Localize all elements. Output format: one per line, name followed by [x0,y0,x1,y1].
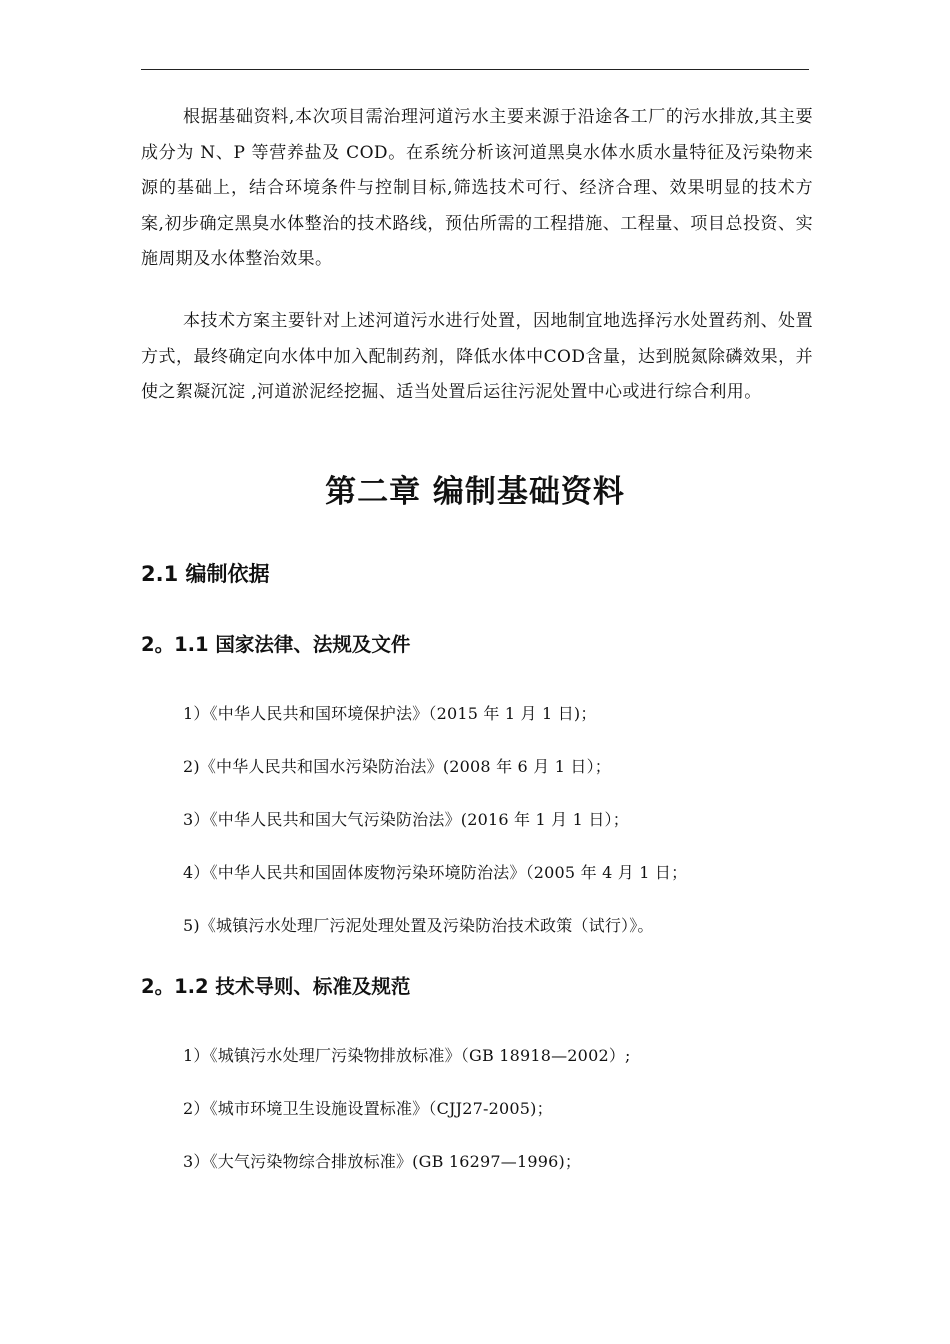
list-item: 2)《中华人民共和国水污染防治法》(2008 年 6 月 1 日）； [183,757,611,776]
chapter-title: 第二章 编制基础资料 [325,474,625,510]
header-rule [141,69,809,70]
list-item: 4）《中华人民共和国固体废物污染环境防治法》（2005 年 4 月 1 日； [183,863,688,882]
law-reference-list [183,701,687,966]
standard-reference-list [183,1043,631,1202]
list-item: 1）《城镇污水处理厂污染物排放标准》（GB 18918—2002）; [183,1046,631,1065]
list-item: 5)《城镇污水处理厂污泥处理处置及污染防治技术政策（试行）》。 [183,916,654,935]
section-heading-2-1: 2.1 编制依据 [141,562,270,586]
list-item: 3）《中华人民共和国大气污染防治法》(2016 年 1 月 1 日）； [183,810,629,829]
subsection-heading-2-1-1: 2。1.1 国家法律、法规及文件 [141,633,411,656]
body-paragraph-2: 本技术方案主要针对上述河道污水进行处置，因地制宜地选择污水处置药剂、处置方式，最终确定向水体中加入配制药剂，降低水体中COD含量，达到脱氮除磷效果，并使之絮凝沉淀 ,河道淤泥经挖掘、适当处置后运往污泥处置中心或进行综合利用。 [141,311,813,402]
body-paragraph-1: 根据基础资料,本次项目需治理河道污水主要来源于沿途各工厂的污水排放,其主要成分为 N、P 等营养盐及 COD。在系统分析该河道黑臭水体水质水量特征及污染物来源的基础上，结合环境条件与控制目标,筛选技术可行、经济合理、效果明显的技术方案,初步确定黑臭水体整治的技术路线，预估所需的工程措施、工程量、项目总投资、实施周期及水体整治效果。 [141,107,813,269]
list-item: 2）《城市环境卫生设施设置标准》（CJJ27-2005)； [183,1099,553,1118]
subsection-heading-2-1-2: 2。1.2 技术导则、标准及规范 [141,975,411,998]
list-item: 1）《中华人民共和国环境保护法》（2015 年 1 月 1 日)； [183,704,597,723]
list-item: 3）《大气污染物综合排放标准》(GB 16297—1996)； [183,1152,582,1171]
